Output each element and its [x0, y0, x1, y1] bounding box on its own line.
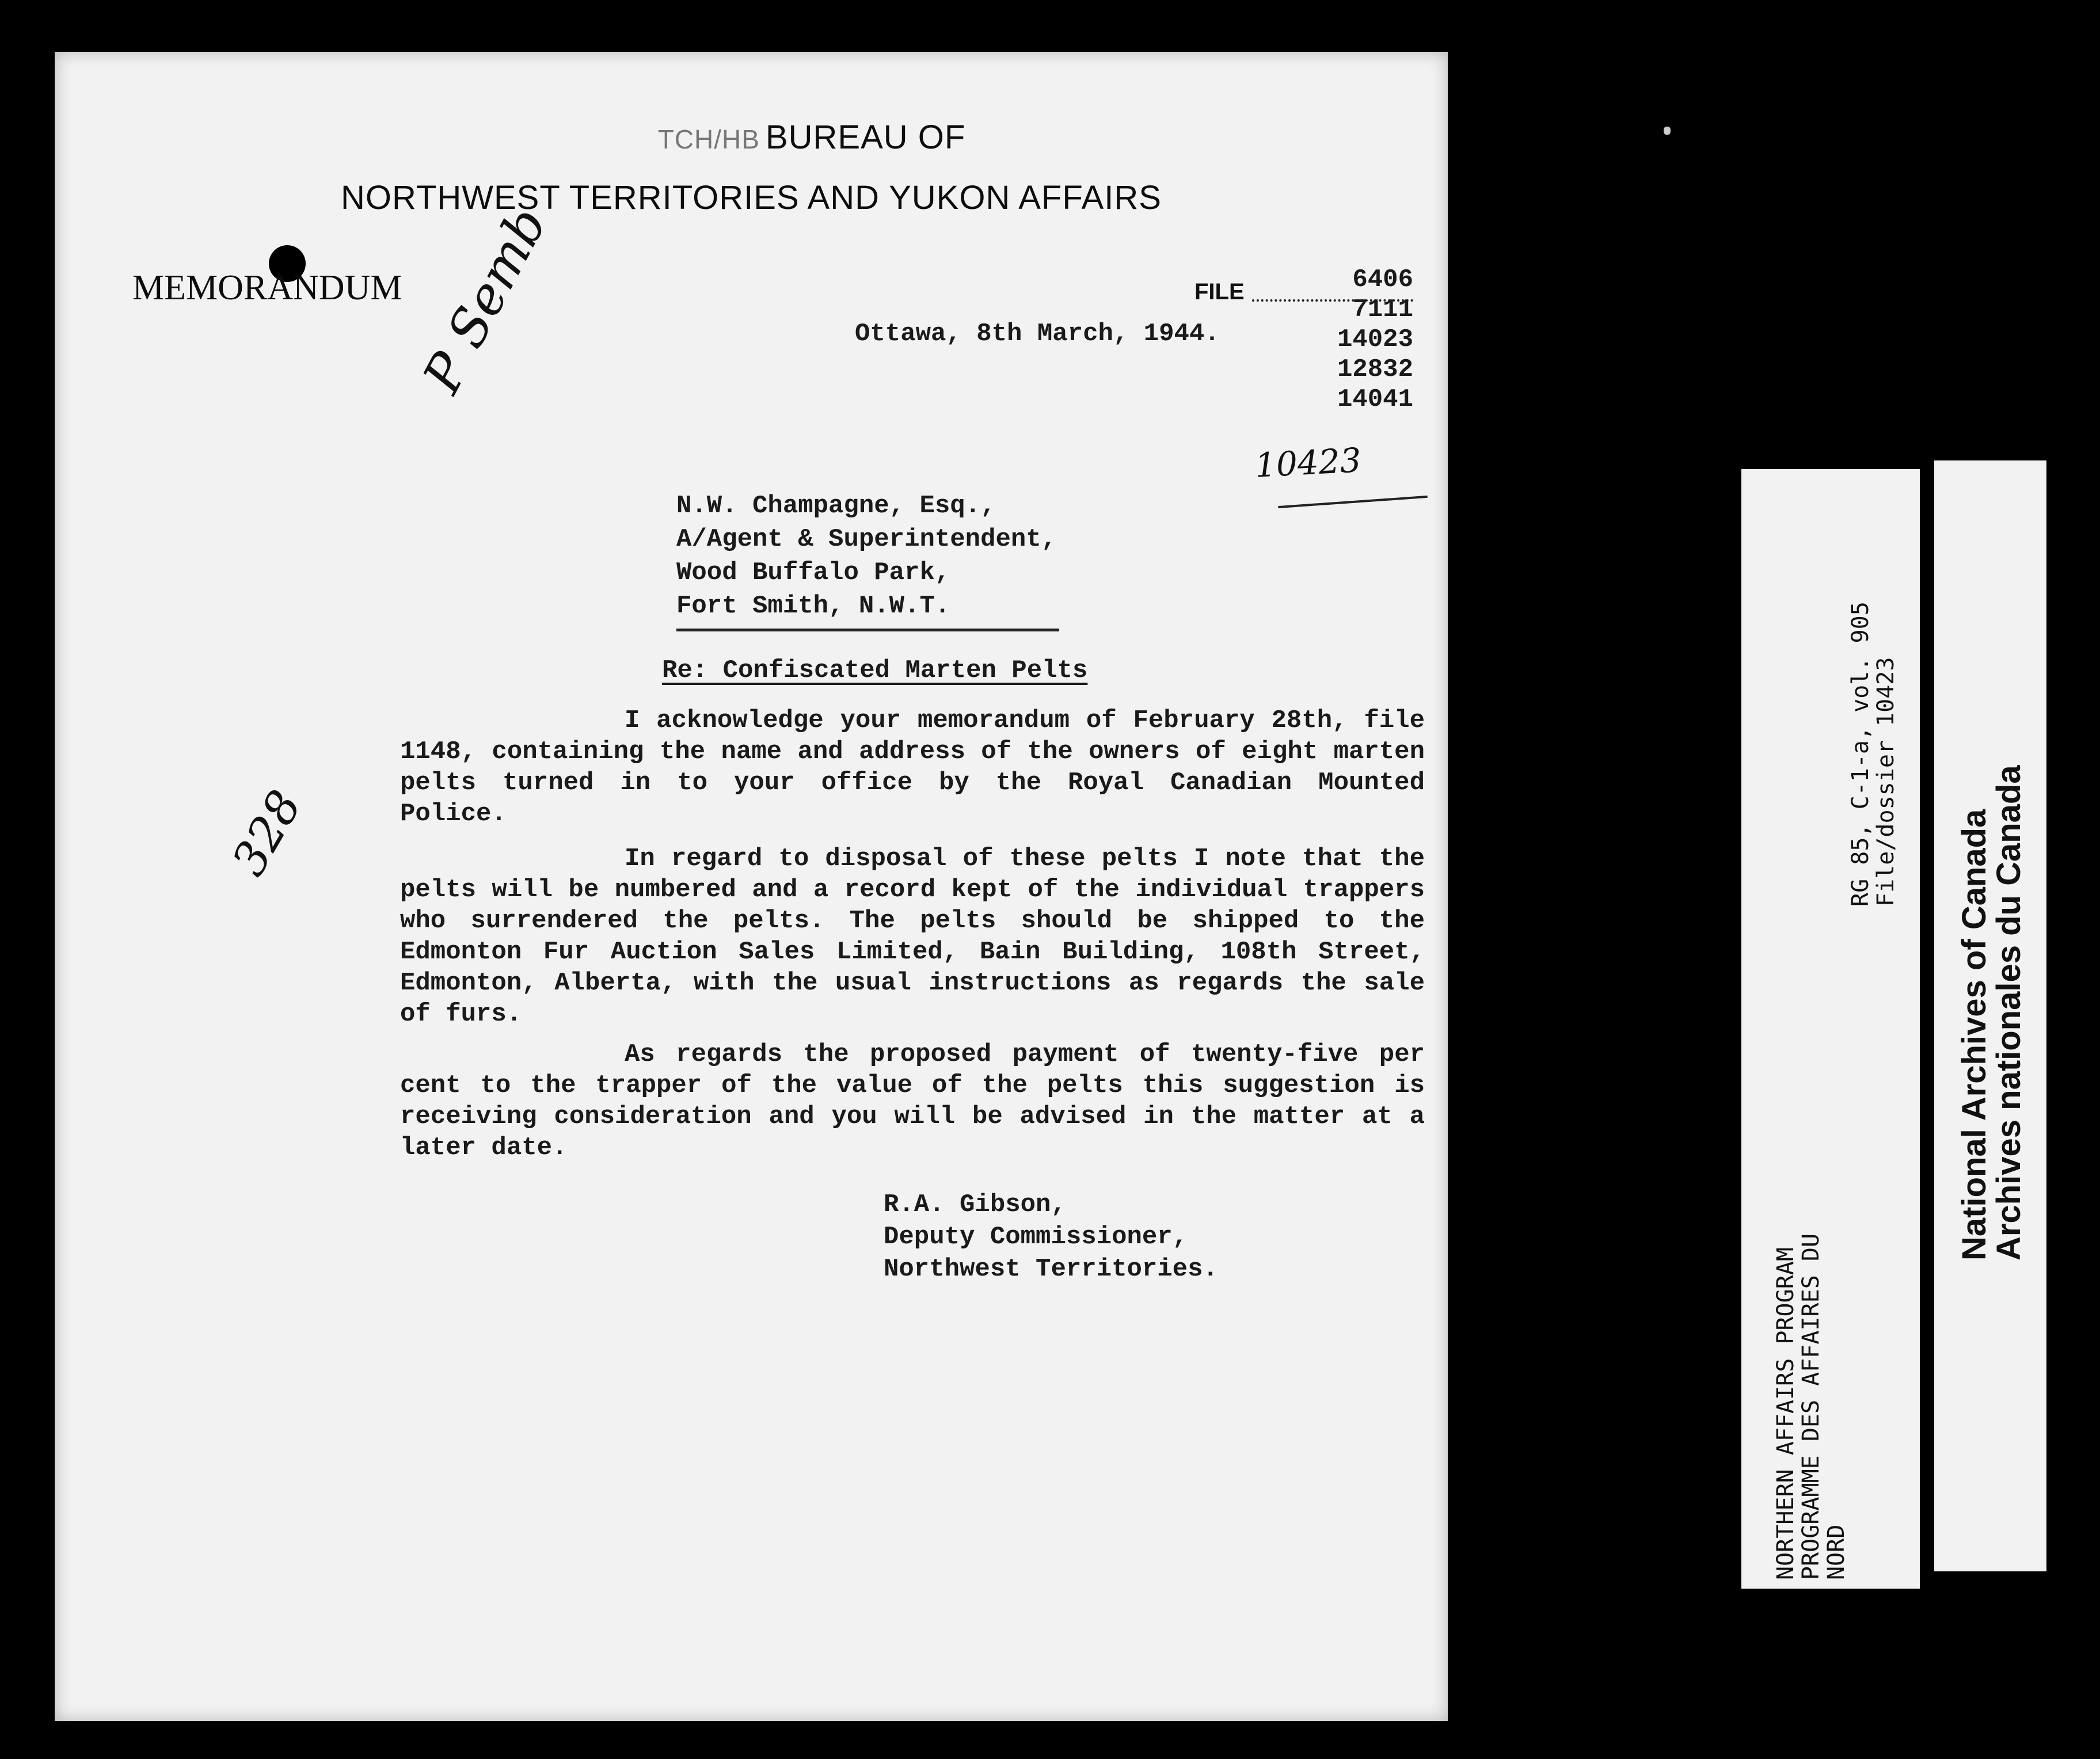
file-label: FILE [1194, 279, 1245, 304]
archive-reference-text [1848, 601, 1899, 907]
signature-line: Northwest Territories. [884, 1255, 1218, 1284]
body-paragraph: In regard to disposal of these pelts I note that the pelts will be numbered and a record kept of the individual trappers who surrendered the pelts. The pelts should be shipped to the Edmonton Fur Auction Sales Limited, Bain Building, 108th Street, Edmonton, Alberta, with the usual instructions as regards the sale of furs. [400, 844, 1425, 1029]
addressee-line: Wood Buffalo Park, [676, 558, 950, 587]
file-number: 12832 [1337, 355, 1413, 384]
file-number: 7111 [1352, 295, 1413, 324]
body-paragraph: I acknowledge your memorandum of February 28th, file 1148, containing the name and address of the owners of eight marten pelts turned in to your office by the Royal Canadian Mounted Police. [400, 706, 1425, 828]
archive-reference-label [1741, 469, 1920, 1589]
addressee-line: Fort Smith, N.W.T. [676, 592, 950, 620]
archive-program-text [1773, 1233, 1849, 1580]
letterhead-line1 [55, 118, 1448, 157]
handwritten-margin-note: 328 [222, 781, 312, 885]
file-number: 6406 [1352, 265, 1413, 294]
memorandum-page [55, 52, 1448, 1721]
archive-program-line: NORD [1823, 1524, 1850, 1580]
national-archives-tab [1934, 460, 2046, 1571]
addressee-underline [676, 629, 1059, 631]
file-number: 14041 [1337, 385, 1413, 414]
archive-reference-line: RG 85, C-1-a, vol. 905 [1847, 601, 1874, 907]
national-archives-text [1957, 765, 2026, 1261]
national-archives-line: National Archives of Canada [1956, 809, 1993, 1261]
signature-line: Deputy Commissioner, [884, 1223, 1188, 1251]
archive-program-line: PROGRAMME DES AFFAIRES DU [1798, 1233, 1824, 1580]
addressee-line: A/Agent & Superintendent, [676, 525, 1057, 554]
file-numbers [1310, 265, 1413, 414]
body-paragraph: As regards the proposed payment of twenty-five per cent to the trapper of the value of the pelts this suggestion is receiving consideration and you will be advised in the matter at a later date. [400, 1040, 1425, 1162]
subject-line: Re: Confiscated Marten Pelts [662, 656, 1088, 685]
addressee-block [676, 489, 1056, 623]
signature-line: R.A. Gibson, [884, 1190, 1066, 1219]
letterhead-bureau: BUREAU OF [765, 119, 966, 156]
archive-reference-line: File/dossier 10423 [1873, 657, 1899, 907]
letterhead-line2: NORTHWEST TERRITORIES AND YUKON AFFAIRS [341, 179, 1162, 216]
handwritten-file-number: 10423 [1254, 440, 1363, 485]
handwritten-routing-note: P Semb [412, 197, 559, 403]
film-speck [1664, 127, 1671, 135]
memo-date: Ottawa, 8th March, 1944. [855, 319, 1220, 348]
national-archives-line: Archives nationales du Canada [1990, 765, 2027, 1261]
addressee-line: N.W. Champagne, Esq., [676, 492, 996, 520]
file-number: 14023 [1337, 325, 1413, 354]
doc-type-heading: MEMORANDUM [132, 268, 402, 307]
archive-program-line: NORTHERN AFFAIRS PROGRAM [1772, 1247, 1799, 1580]
handwritten-underline [1278, 496, 1428, 508]
signature-block [884, 1189, 1218, 1285]
letterhead-prefix: TCH/HB [657, 124, 760, 154]
